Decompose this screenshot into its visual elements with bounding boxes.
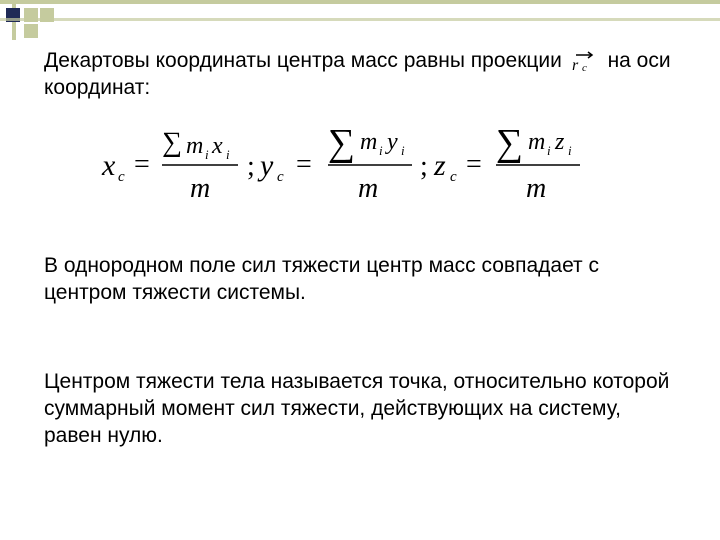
formula-denominator-2: m xyxy=(358,173,379,204)
paragraph-cartesian-coordinates xyxy=(44,47,684,101)
formula-denominator-1: m xyxy=(190,173,211,204)
formula-yc-c: c xyxy=(277,169,284,185)
formula-y-2: y xyxy=(387,129,398,155)
center-of-mass-formula xyxy=(100,115,600,210)
paragraph1-text-before: Декартовы координаты центра масс равны проекции xyxy=(44,49,562,72)
formula-z-3: z xyxy=(555,129,565,155)
formula-mi-3: i xyxy=(547,143,551,158)
formula-m-2: m xyxy=(360,129,378,155)
formula-sum-1: ∑ xyxy=(162,127,182,158)
formula-zc-c: c xyxy=(450,169,457,185)
formula-x-1: x xyxy=(212,133,223,159)
formula-sep-1: ; xyxy=(247,151,255,182)
formula-m-3: m xyxy=(528,129,546,155)
svg-text:r: r xyxy=(571,57,578,73)
formula-yi-2: i xyxy=(401,143,405,158)
formula-mi-1: i xyxy=(205,147,209,162)
formula-eq-3: = xyxy=(466,149,482,180)
formula-eq-2: = xyxy=(296,149,312,180)
formula-xc-x: x xyxy=(102,149,116,182)
formula-sep-2: ; xyxy=(420,151,428,182)
deco-bar-top xyxy=(0,0,720,4)
formula-xi-1: i xyxy=(226,147,230,162)
paragraph-center-of-gravity-definition: Центром тяжести тела называется точка, относительно которой суммарный момент сил тяжести, действующих на систему, равен нулю. xyxy=(44,370,670,447)
formula-xc-c: c xyxy=(118,169,125,185)
deco-square-light-3 xyxy=(24,24,38,38)
radius-vector-rc-icon xyxy=(570,50,600,72)
formula-sum-3: ∑ xyxy=(496,122,524,164)
paragraph1-text-after: на оси координат: xyxy=(44,49,671,99)
svg-text:c: c xyxy=(581,62,587,73)
deco-bar-horizontal xyxy=(0,18,720,21)
formula-yc-y: y xyxy=(260,149,274,182)
formula-mi-2: i xyxy=(379,143,383,158)
formula-zc-z: z xyxy=(434,149,446,182)
formula-sum-2: ∑ xyxy=(328,122,356,164)
formula-eq-1: = xyxy=(134,149,150,180)
formula-m-1: m xyxy=(186,133,204,159)
formula-denominator-3: m xyxy=(526,173,547,204)
formula-zi-3: i xyxy=(568,143,572,158)
header-decoration xyxy=(0,0,720,40)
paragraph-uniform-gravity: В однородном поле сил тяжести центр масс совпадает с центром тяжести системы. xyxy=(44,254,600,304)
